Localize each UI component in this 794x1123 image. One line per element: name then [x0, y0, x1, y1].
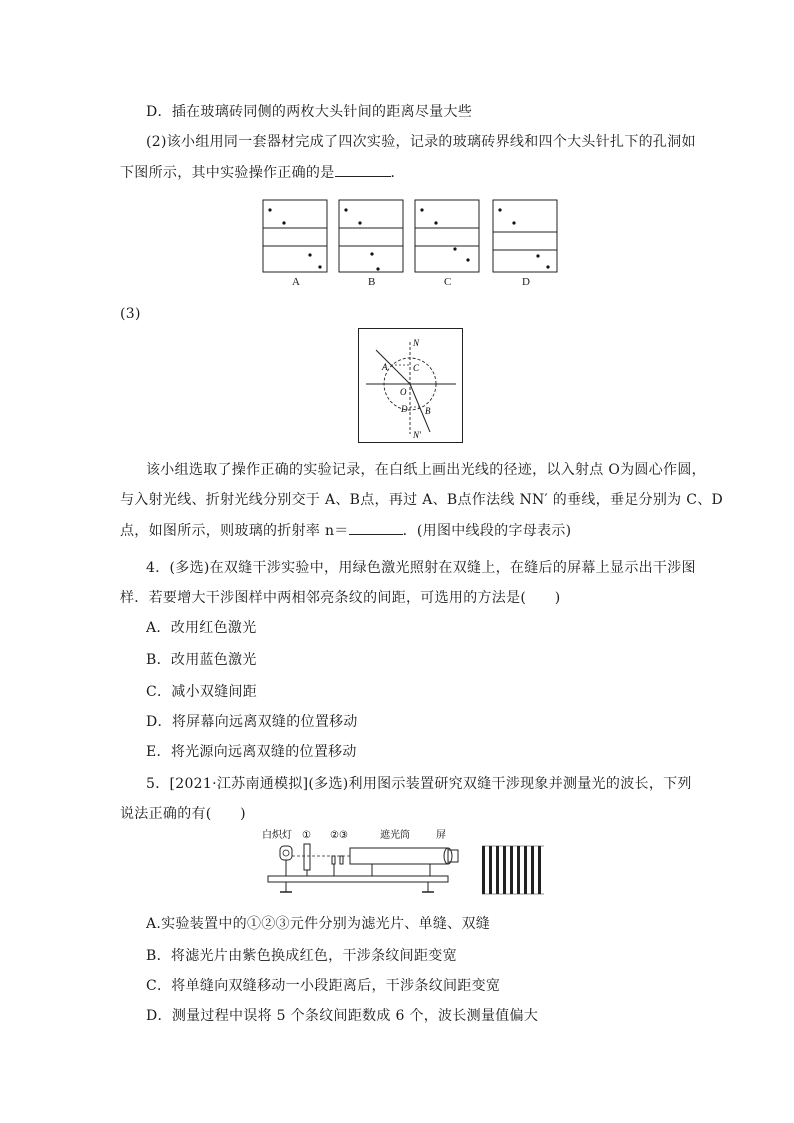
label-d: D — [401, 404, 408, 414]
q3-part2-line1: (2)该小组用同一套器材完成了四次实验，记录的玻璃砖界线和四个大头针扎下的孔洞如 — [146, 134, 696, 150]
label-tube: 遮光筒 — [380, 830, 410, 841]
refraction-figure — [358, 328, 463, 444]
label-n-prime: N′ — [413, 430, 421, 440]
four-trials-figure — [258, 198, 563, 290]
label-component-1: ① — [302, 830, 311, 841]
q3-part3-line3 — [120, 520, 571, 541]
q3-part2-line2 — [120, 162, 405, 183]
q5-option-b: B．将滤光片由紫色换成红色，干涉条纹间距变宽 — [146, 948, 457, 964]
q5-option-a: A.实验装置中的①②③元件分别为滤光片、单缝、双缝 — [146, 916, 491, 932]
q3-part3-line1: 该小组选取了操作正确的实验记录，在白纸上画出光线的径迹，以入射点 O为圆心作圆， — [146, 462, 706, 478]
q5-line1: 5．[2021·江苏南通模拟](多选)利用图示装置研究双缝干涉现象并测量光的波长，下列 — [146, 776, 692, 792]
label-screen: 屏 — [436, 830, 446, 841]
q3-part2-line2-text: 下图所示，其中实验操作正确的是 — [120, 165, 335, 181]
q4-option-b: B．改用蓝色激光 — [146, 652, 257, 668]
q4-line2: 样．若要增大干涉图样中两相邻亮条纹的间距，可选用的方法是( ) — [120, 590, 561, 606]
label-a: A — [382, 362, 388, 372]
label-b: B — [425, 406, 431, 416]
q3-part3-line3-end: ．(用图中线段的字母表示) — [402, 523, 572, 539]
q4-option-d: D．将屏幕向远离双缝的位置移动 — [146, 714, 358, 730]
answer-blank — [335, 162, 391, 177]
label-o: O — [400, 387, 407, 397]
q3-part3-line2: 与入射光线、折射光线分别交于 A、B点，再过 A、B点作法线 NN′ 的垂线，垂足分别为 C、D — [120, 492, 724, 508]
q4-line1: 4．(多选)在双缝干涉实验中，用绿色激光照射在双缝上，在缝后的屏幕上显示出干涉图 — [146, 560, 696, 576]
trial-label-d: D — [522, 276, 530, 288]
trial-label-b: B — [368, 276, 376, 288]
trial-box-d — [493, 200, 557, 272]
label-n: N — [413, 338, 420, 348]
label-c: C — [413, 363, 420, 373]
trial-box-b — [339, 200, 403, 272]
trial-label-c: C — [444, 276, 452, 288]
double-slit-apparatus-figure — [260, 826, 550, 898]
answer-blank — [349, 520, 403, 535]
label-components-2-3: ②③ — [330, 830, 348, 841]
q3-part2-line2-end: ． — [390, 165, 405, 181]
trial-box-a — [263, 200, 327, 272]
q4-option-a: A．改用红色激光 — [146, 620, 257, 636]
q4-option-c: C．减小双缝间距 — [146, 684, 258, 700]
trial-label-a: A — [292, 276, 300, 288]
q5-option-d: D．测量过程中误将 5 个条纹间距数成 6 个，波长测量值偏大 — [146, 1008, 539, 1024]
label-lamp: 白炽灯 — [262, 830, 292, 841]
q3-option-d: D．插在玻璃砖同侧的两枚大头针间的距离尽量大些 — [146, 104, 473, 120]
fringe-pattern — [482, 846, 544, 894]
q3-part3-label: (3) — [120, 306, 141, 322]
q5-option-c: C．将单缝向双缝移动一小段距离后，干涉条纹间距变宽 — [146, 978, 501, 994]
q3-part3-line3-text: 点，如图所示，则玻璃的折射率 n＝ — [120, 523, 349, 539]
q5-line2: 说法正确的有( ) — [120, 806, 246, 822]
trial-box-c — [415, 200, 479, 272]
q4-option-e: E．将光源向远离双缝的位置移动 — [146, 744, 357, 760]
